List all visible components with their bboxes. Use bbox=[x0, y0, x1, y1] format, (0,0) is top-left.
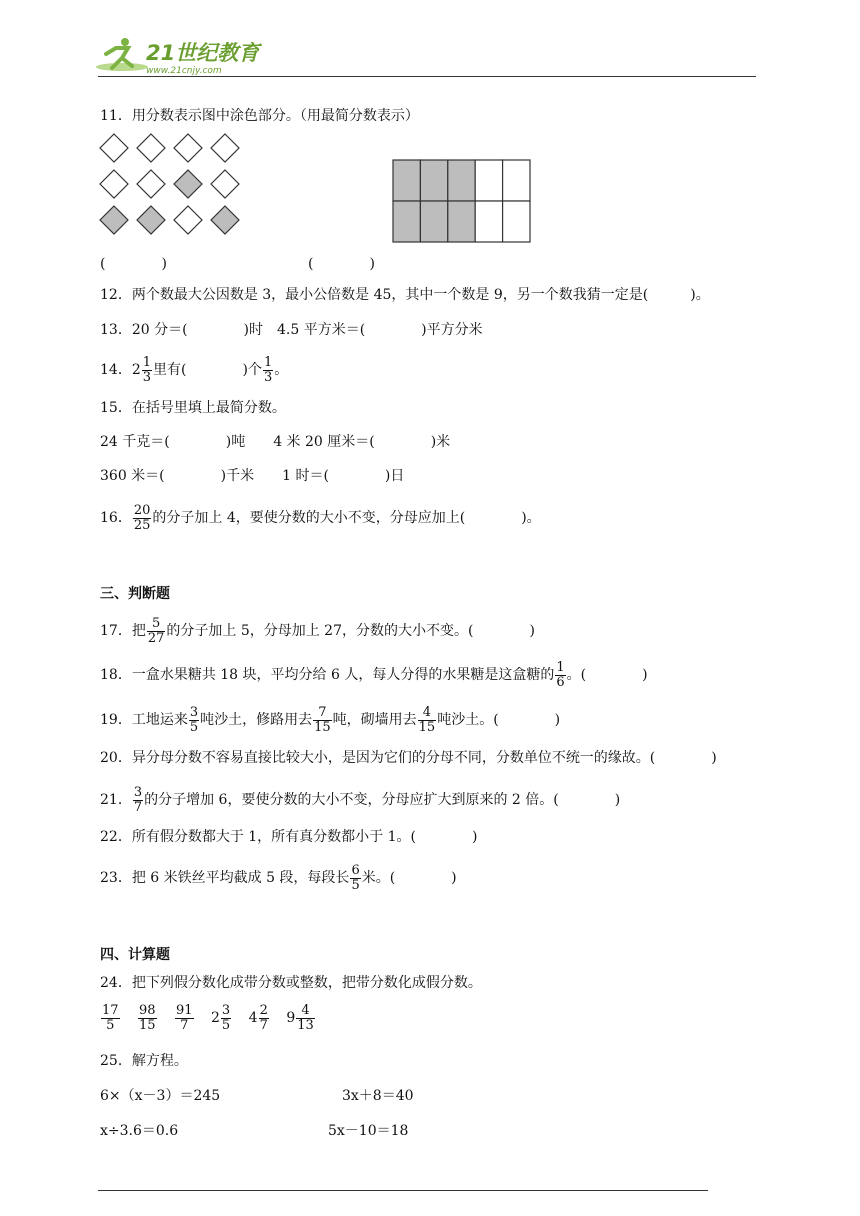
question-11: 11．用分数表示图中涂色部分。（用最简分数表示） bbox=[100, 108, 419, 124]
question-23: 23．把 6 米铁丝平均截成 5 段，每段长 $\frac{6}{5}$ 米。( ) bbox=[100, 863, 457, 893]
question-13: 13．20 分＝( )时 4.5 平方米＝( )平方分米 bbox=[100, 322, 483, 338]
diamond-shaded bbox=[174, 170, 202, 198]
q24-item: 9 $\frac{4}{13}$ bbox=[286, 1003, 314, 1033]
question-22: 22．所有假分数都大于 1，所有真分数都小于 1。( ) bbox=[100, 829, 478, 845]
question-18: 18．一盒水果糖共 18 块，平均分给 6 人，每人分得的水果糖是这盒糖的 $\frac{1}{6}$ 。( ) bbox=[100, 660, 648, 690]
diamond-empty bbox=[211, 134, 239, 162]
fraction: $\frac{4}{15}$ bbox=[418, 705, 436, 735]
q24-item: $\frac{91}{7}$ bbox=[176, 1003, 193, 1033]
fraction: $\frac{1}{3}$ bbox=[263, 355, 273, 385]
q24-item: $\frac{98}{15}$ bbox=[139, 1003, 156, 1033]
header-rule bbox=[98, 76, 756, 77]
q24-item: $\frac{17}{5}$ bbox=[102, 1003, 119, 1033]
diamond-shaded bbox=[137, 206, 165, 234]
question-16: 16． $\frac{20}{25}$ 的分子加上 4，要使分数的大小不变，分母应加上( )。 bbox=[100, 503, 541, 533]
diamond-figure bbox=[96, 128, 246, 246]
q14-whole: 14．2 bbox=[100, 362, 141, 379]
equation-3: x÷3.6＝0.6 bbox=[100, 1123, 179, 1139]
answer-blank-11b[interactable]: ( ) bbox=[308, 256, 375, 272]
diamond-empty bbox=[211, 170, 239, 198]
equation-1: 6×（x－3）＝245 bbox=[100, 1088, 221, 1104]
question-15-row1: 24 千克＝( )吨 4 米 20 厘米＝( )米 bbox=[100, 434, 451, 450]
logo-url: www.21cnjy.com bbox=[146, 66, 222, 76]
grid-cell-shaded bbox=[420, 201, 447, 242]
grid-cell-empty bbox=[503, 160, 530, 201]
footer-rule bbox=[98, 1190, 708, 1191]
fraction: $\frac{20}{25}$ bbox=[133, 503, 151, 533]
diamond-empty bbox=[137, 134, 165, 162]
diamond-empty bbox=[137, 170, 165, 198]
grid-cell-empty bbox=[475, 160, 502, 201]
fraction: $\frac{6}{5}$ bbox=[351, 863, 360, 893]
answer-blank-11a[interactable]: ( ) bbox=[100, 256, 167, 272]
q24-item: 2 $\frac{3}{5}$ bbox=[211, 1003, 231, 1033]
rect-grid-figure bbox=[392, 159, 532, 243]
fraction: $\frac{5}{27}$ bbox=[147, 616, 165, 646]
question-21: 21． $\frac{3}{7}$ 的分子增加 6，要使分数的大小不变，分母应扩大到原来的 2 倍。( ) bbox=[100, 785, 621, 815]
fraction: $\frac{3}{7}$ bbox=[133, 785, 143, 815]
question-15: 15．在括号里填上最简分数。 bbox=[100, 400, 286, 416]
diamond-empty bbox=[100, 134, 128, 162]
fraction: $\frac{1}{3}$ bbox=[142, 355, 152, 385]
question-12: 12．两个数最大公因数是 3，最小公倍数是 45，其中一个数是 9，另一个数我猜一定是( )。 bbox=[100, 287, 710, 303]
fraction: $\frac{1}{6}$ bbox=[556, 660, 565, 690]
question-24: 24．把下列假分数化成带分数或整数，把带分数化成假分数。 bbox=[100, 975, 482, 991]
question-25: 25．解方程。 bbox=[100, 1053, 188, 1069]
section-title-calc: 四、计算题 bbox=[100, 947, 170, 963]
diamond-empty bbox=[174, 206, 202, 234]
grid-cell-shaded bbox=[420, 160, 447, 201]
grid-cell-empty bbox=[475, 201, 502, 242]
diamond-empty bbox=[100, 170, 128, 198]
diamond-empty bbox=[174, 134, 202, 162]
fraction: $\frac{3}{5}$ bbox=[189, 705, 199, 735]
grid-cell-empty bbox=[503, 201, 530, 242]
q24-items bbox=[100, 1004, 316, 1032]
equation-2: 3x＋8＝40 bbox=[342, 1088, 414, 1104]
section-title-judge: 三、判断题 bbox=[100, 586, 170, 602]
grid-cell-shaded bbox=[448, 160, 475, 201]
question-19: 19．工地运来 $\frac{3}{5}$ 吨沙土，修路用去 $\frac{7}{15}$ 吨，砌墙用去 $\frac{4}{15}$ 吨沙土。( ) bbox=[100, 705, 561, 735]
question-14: 14．2 $\frac{1}{3}$ 里有( )个 $\frac{1}{3}$ 。 bbox=[100, 355, 289, 385]
diamond-shaded bbox=[211, 206, 239, 234]
grid-cell-shaded bbox=[393, 160, 420, 201]
question-20: 20．异分母分数不容易直接比较大小，是因为它们的分母不同，分数单位不统一的缘故。( ) bbox=[100, 750, 717, 766]
q24-item: 4 $\frac{2}{7}$ bbox=[248, 1003, 268, 1033]
question-15-row2: 360 米＝( )千米 1 时＝( )日 bbox=[100, 468, 405, 484]
grid-cell-shaded bbox=[393, 201, 420, 242]
grid-cell-shaded bbox=[448, 201, 475, 242]
equation-4: 5x－10＝18 bbox=[328, 1123, 409, 1139]
logo-title: 21世纪教育 bbox=[146, 41, 260, 65]
diamond-shaded bbox=[100, 206, 128, 234]
question-17: 17．把 $\frac{5}{27}$ 的分子加上 5，分母加上 27，分数的大小不变。( ) bbox=[100, 616, 535, 646]
fraction: $\frac{7}{15}$ bbox=[314, 705, 331, 735]
site-logo bbox=[92, 34, 262, 78]
